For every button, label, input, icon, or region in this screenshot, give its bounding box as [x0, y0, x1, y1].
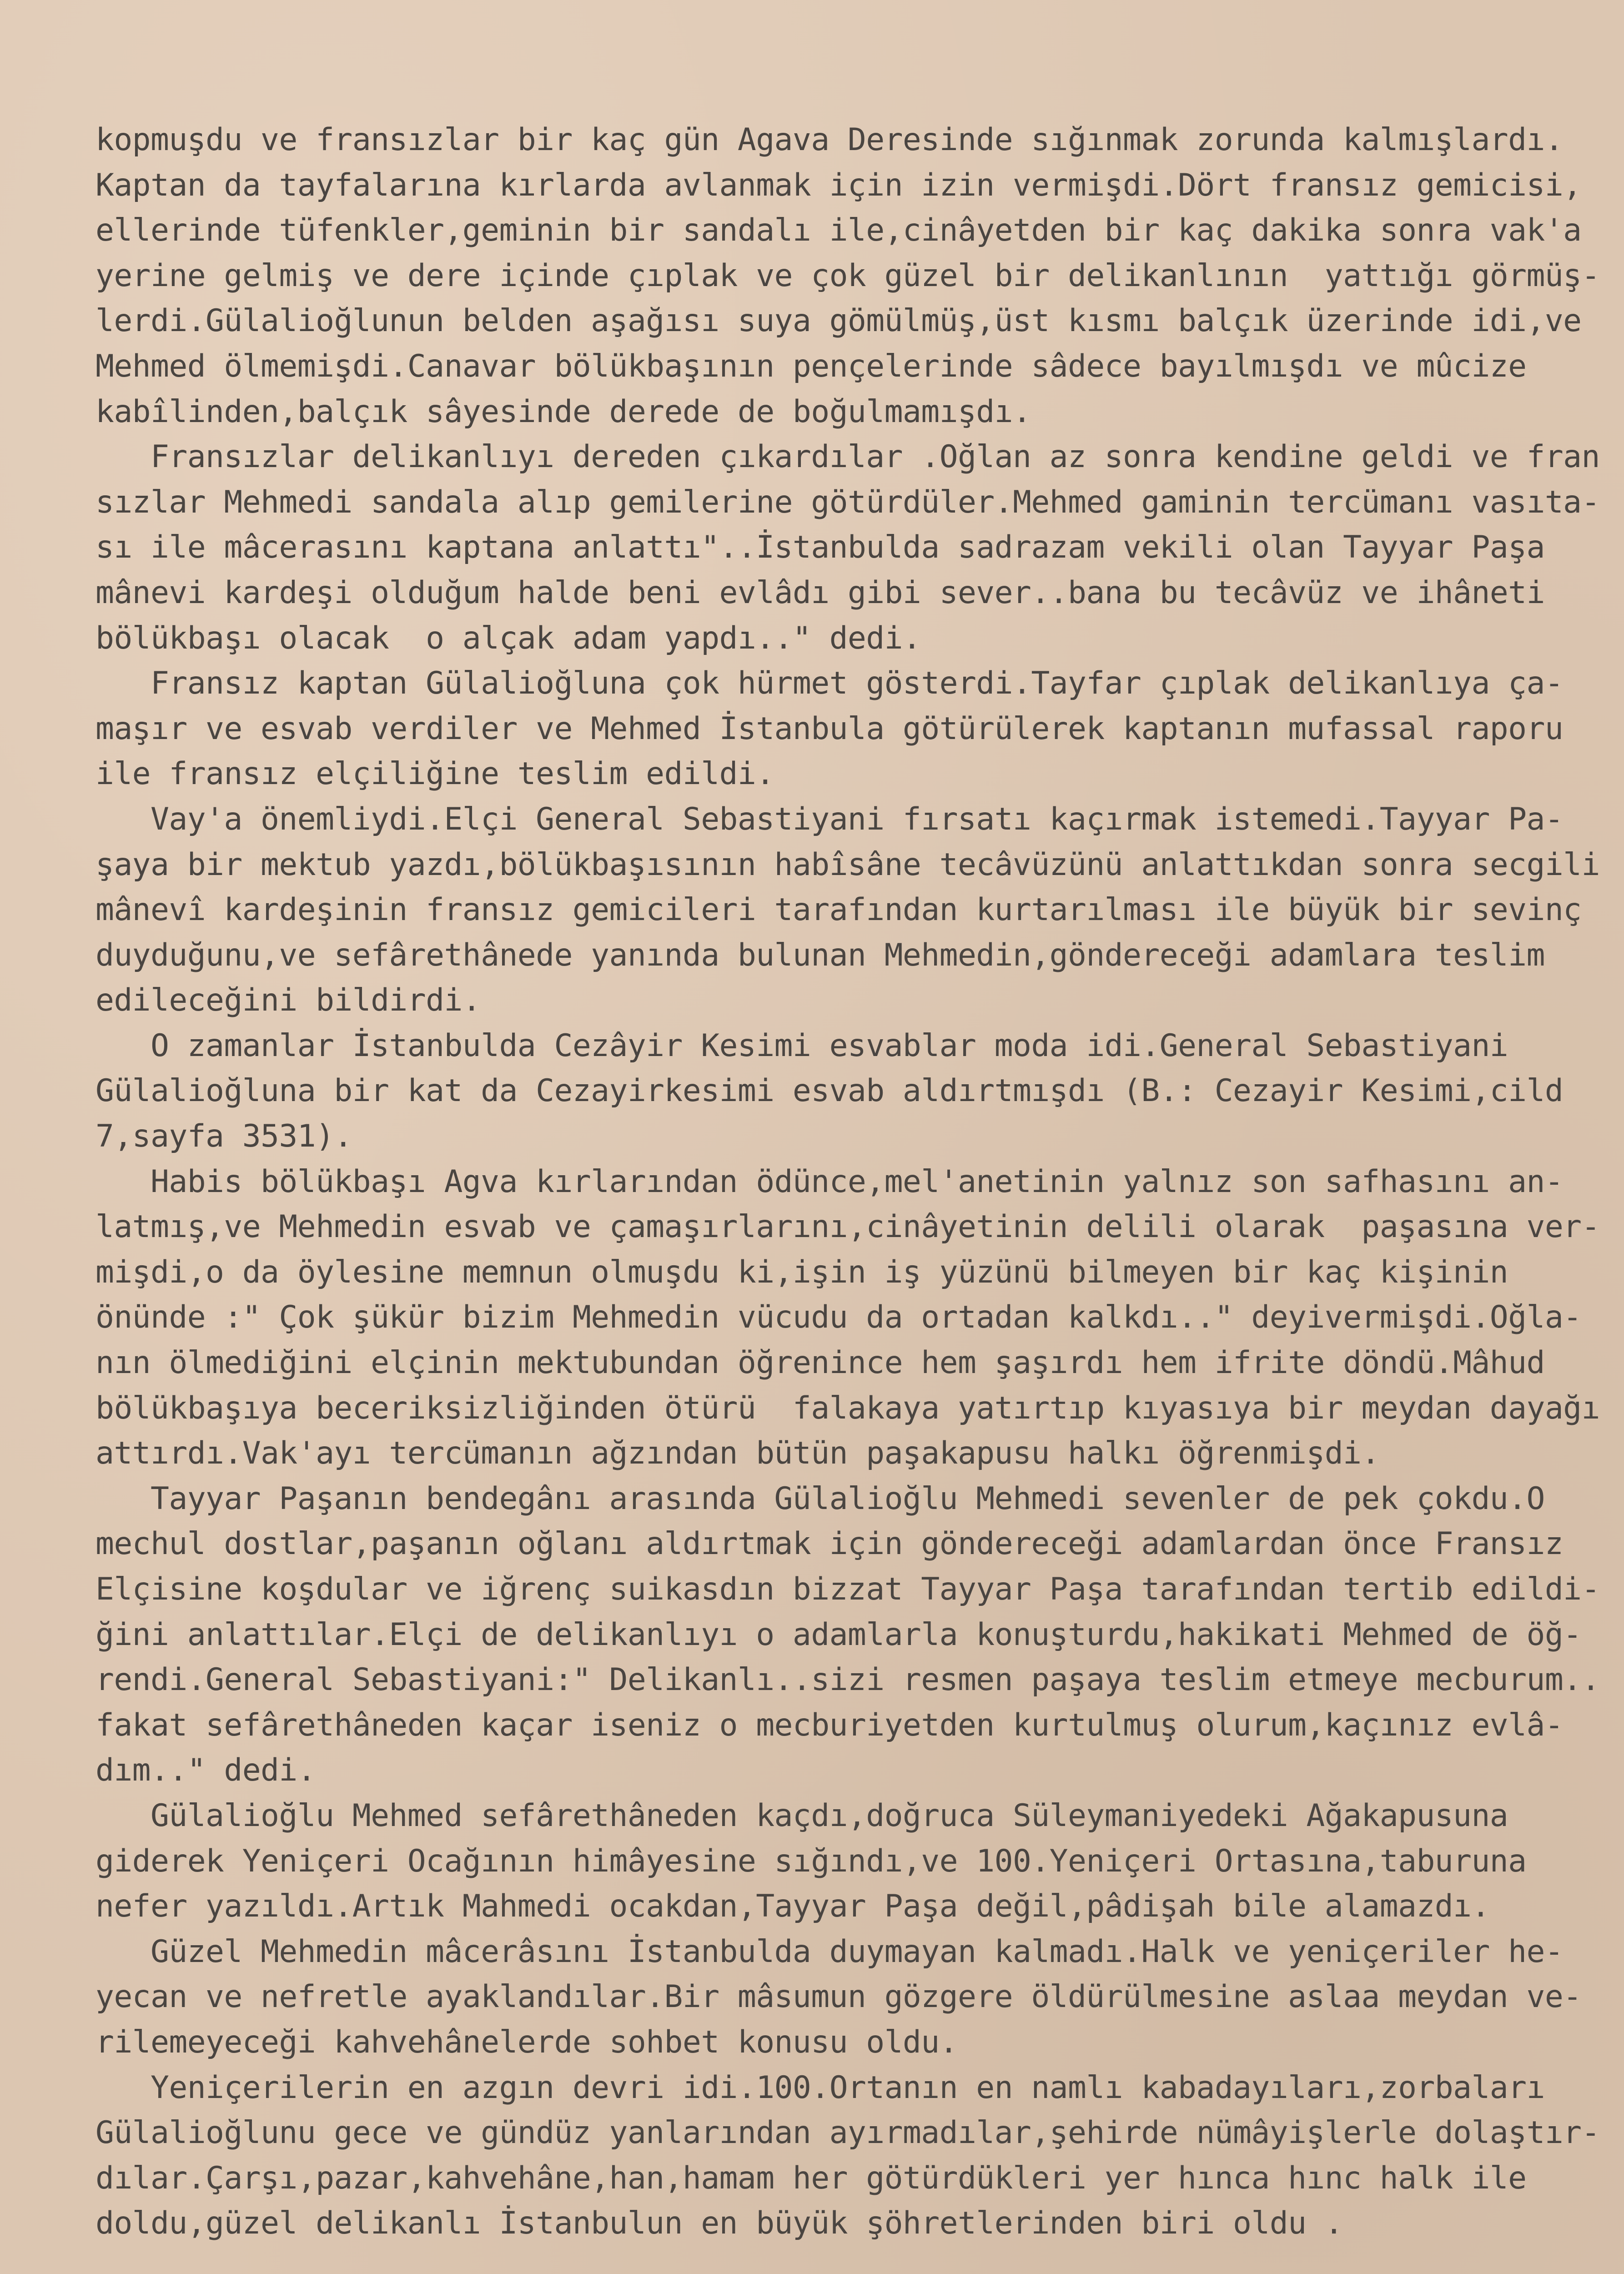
text-line: Vay'a önemliydi.Elçi General Sebastiyani fırsatı kaçırmak istemedi.Tayyar Pa-	[96, 801, 1564, 837]
text-line: Tayyar Paşanın bendegânı arasında Gülalioğlu Mehmedi sevenler de pek çokdu.O	[96, 1480, 1545, 1517]
text-line: rendi.General Sebastiyani:" Delikanlı..sizi resmen paşaya teslim etmeye mecburum..	[96, 1662, 1600, 1698]
text-line: ellerinde tüfenkler,geminin bir sandalı ile,cinâyetden bir kaç dakika sonra vak'a	[96, 212, 1582, 249]
text-line: mişdi,o da öylesine memnun olmuşdu ki,işin iş yüzünü bilmeyen bir kaç kişinin	[96, 1254, 1508, 1290]
text-line: Fransızlar delikanlıyı dereden çıkardılar .Oğlan az sonra kendine geldi ve fran	[96, 439, 1600, 475]
text-line: giderek Yeniçeri Ocağının himâyesine sığındı,ve 100.Yeniçeri Ortasına,taburuna	[96, 1843, 1527, 1879]
body-text	[96, 117, 1614, 2274]
text-line: maşır ve esvab verdiler ve Mehmed İstanbula götürülerek kaptanın mufassal raporu	[96, 710, 1564, 747]
text-line: bölükbaşı olacak o alçak adam yapdı.." dedi.	[96, 620, 921, 656]
text-line: dılar.Çarşı,pazar,kahvehâne,han,hamam her götürdükleri yer hınca hınc halk ile	[96, 2160, 1527, 2196]
text-line: lerdi.Gülalioğlunun belden aşağısı suya gömülmüş,üst kısmı balçık üzerinde idi,ve	[96, 303, 1582, 339]
text-line: ğini anlattılar.Elçi de delikanlıyı o adamlarla konuşturdu,hakikati Mehmed de öğ-	[96, 1616, 1582, 1653]
text-line: Habis bölükbaşı Agva kırlarından ödünce,mel'anetinin yalnız son safhasını an-	[96, 1163, 1564, 1200]
text-line: attırdı.Vak'ayı tercümanın ağzından bütün paşakapusu halkı öğrenmişdi.	[96, 1435, 1380, 1472]
text-line: Kaptan da tayfalarına kırlarda avlanmak için izin vermişdi.Dört fransız gemicisi,	[96, 167, 1582, 203]
text-line: Gülalioğlu Mehmed sefârethâneden kaçdı,doğruca Süleymaniyedeki Ağakapusuna	[96, 1797, 1508, 1834]
text-line: mânevi kardeşi olduğum halde beni evlâdı gibi sever..bana bu tecâvüz ve ihâneti	[96, 574, 1545, 611]
text-line: mechul dostlar,paşanın oğlanı aldırtmak için göndereceği adamlardan önce Fransız	[96, 1526, 1564, 1562]
text-line: bölükbaşıya beceriksizliğinden ötürü falakaya yatırtıp kıyasıya bir meydan dayağı	[96, 1390, 1600, 1426]
text-line: ile fransız elçiliğine teslim edildi.	[96, 756, 774, 792]
text-line: nın ölmediğini elçinin mektubundan öğrenince hem şaşırdı hem ifrite döndü.Mâhud	[96, 1345, 1545, 1381]
text-line: Mehmed ölmemişdi.Canavar bölükbaşının pençelerinde sâdece bayılmışdı ve mûcize	[96, 348, 1527, 384]
text-line: latmış,ve Mehmedin esvab ve çamaşırlarını,cinâyetinin delili olarak paşasına ver-	[96, 1209, 1600, 1245]
text-line: yecan ve nefretle ayaklandılar.Bir mâsumun gözgere öldürülmesine aslaa meydan ve-	[96, 1979, 1582, 2015]
text-line: kopmuşdu ve fransızlar bir kaç gün Agava Deresinde sığınmak zorunda kalmışlardı.	[96, 122, 1564, 158]
text-line: Güzel Mehmedin mâcerâsını İstanbulda duymayan kalmadı.Halk ve yeniçeriler he-	[96, 1933, 1564, 1970]
text-line: fakat sefârethâneden kaçar iseniz o mecburiyetden kurtulmuş olurum,kaçınız evlâ-	[96, 1707, 1564, 1743]
text-line: 7,sayfa 3531).	[96, 1118, 352, 1155]
text-line: sızlar Mehmedi sandala alıp gemilerine götürdüler.Mehmed gaminin tercümanı vasıta-	[96, 484, 1600, 520]
text-line: doldu,güzel delikanlı İstanbulun en büyük şöhretlerinden biri oldu .	[96, 2205, 1343, 2242]
text-line: Elçisine koşdular ve iğrenç suikasdın bizzat Tayyar Paşa tarafından tertib edildi-	[96, 1571, 1600, 1607]
text-line: edileceğini bildirdi.	[96, 982, 481, 1019]
text-line: Gülalioğlunu gece ve gündüz yanlarından ayırmadılar,şehirde nümâyişlerle dolaştır-	[96, 2115, 1600, 2151]
text-line: Fransız kaptan Gülalioğluna çok hürmet gösterdi.Tayfar çıplak delikanlıya ça-	[96, 665, 1564, 702]
text-line: O zamanlar İstanbulda Cezâyir Kesimi esvablar moda idi.General Sebastiyani	[96, 1027, 1508, 1064]
text-line: yerine gelmiş ve dere içinde çıplak ve çok güzel bir delikanlının yattığı görmüş-	[96, 257, 1600, 294]
text-line: dım.." dedi.	[96, 1752, 316, 1789]
text-line	[96, 2246, 1614, 2274]
text-line: nefer yazıldı.Artık Mahmedi ocakdan,Tayyar Paşa değil,pâdişah bile alamazdı.	[96, 1888, 1490, 1925]
text-line: önünde :" Çok şükür bizim Mehmedin vücudu da ortadan kalkdı.." deyivermişdi.Oğla-	[96, 1299, 1582, 1336]
text-line: Gülalioğluna bir kat da Cezayirkesimi esvab aldırtmışdı (B.: Cezayir Kesimi,cild	[96, 1073, 1564, 1109]
text-line: şaya bir mektub yazdı,bölükbaşısının habîsâne tecâvüzünü anlattıkdan sonra secgili	[96, 846, 1600, 883]
text-line: duyduğunu,ve sefârethânede yanında bulunan Mehmedin,göndereceği adamlara teslim	[96, 937, 1545, 973]
text-line: kabîlinden,balçık sâyesinde derede de boğulmamışdı.	[96, 393, 1031, 430]
text-line: mânevî kardeşinin fransız gemicileri tarafından kurtarılması ile büyük bir sevinç	[96, 892, 1582, 928]
text-line: Yeniçerilerin en azgın devri idi.100.Ortanın en namlı kabadayıları,zorbaları	[96, 2069, 1545, 2106]
text-line: sı ile mâcerasını kaptana anlattı"..İstanbulda sadrazam vekili olan Tayyar Paşa	[96, 529, 1545, 566]
text-line: rilemeyeceği kahvehânelerde sohbet konusu oldu.	[96, 2024, 958, 2060]
